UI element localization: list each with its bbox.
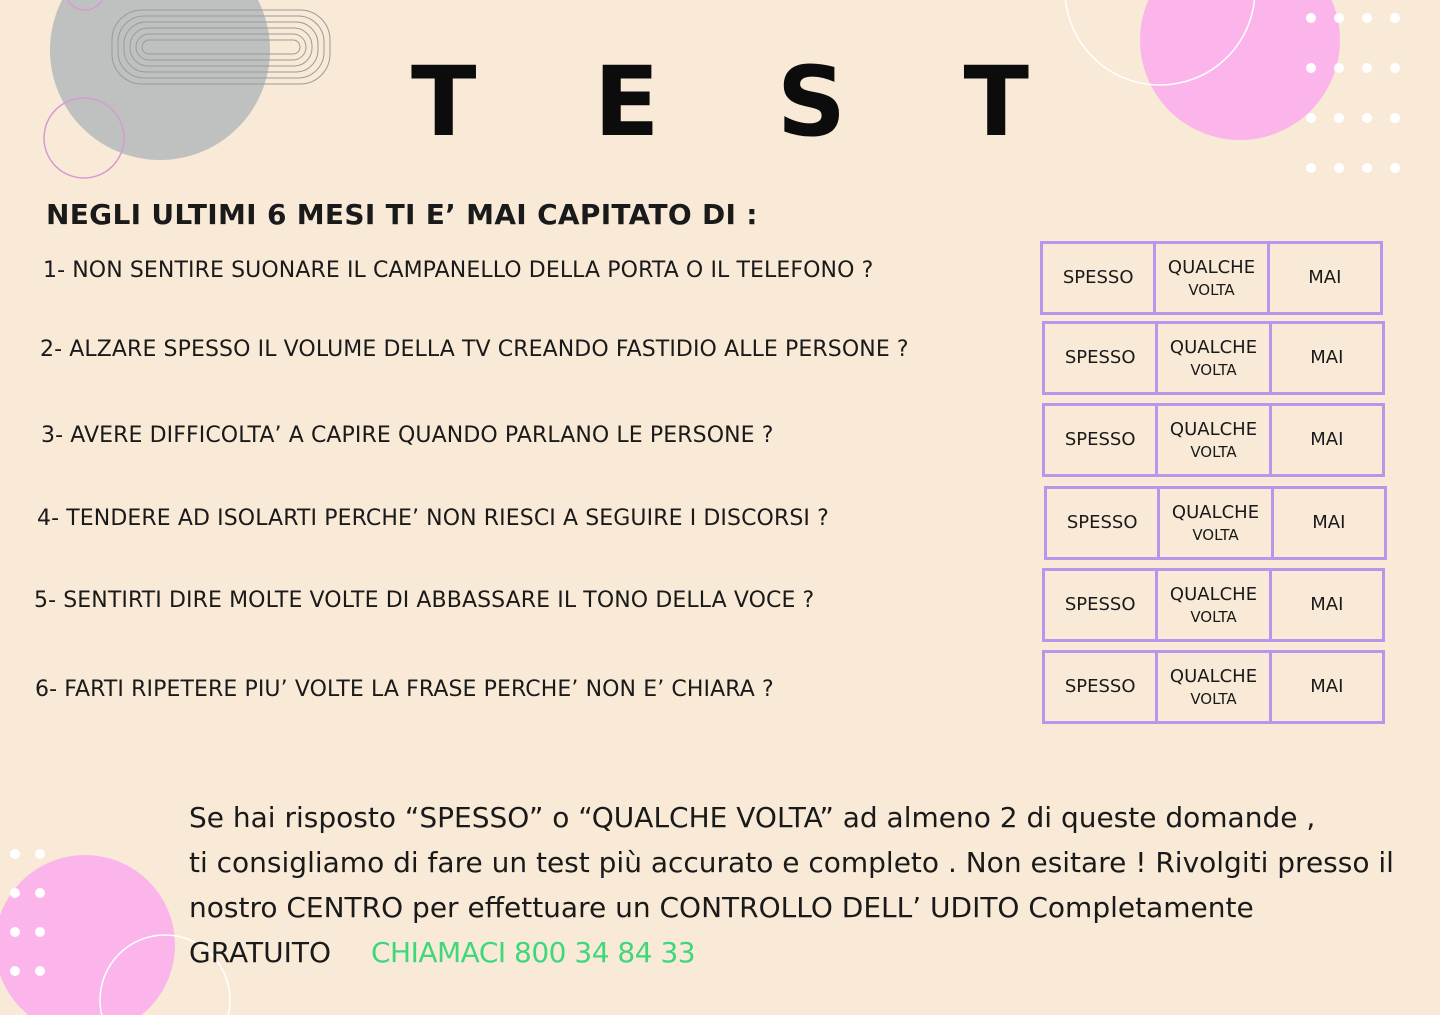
decorative-dot	[1362, 13, 1372, 23]
answer-row-1	[1040, 241, 1383, 315]
answer-sometimes[interactable]: QUALCHE VOLTA	[1157, 489, 1270, 557]
footer-line-3: nostro CENTRO per effettuare un CONTROLLO DELL’ UDITO Completamente	[189, 891, 1254, 924]
decorative-dot	[1306, 163, 1316, 173]
decorative-dot	[35, 849, 45, 859]
answer-never[interactable]: MAI	[1269, 406, 1382, 474]
answer-never[interactable]: MAI	[1269, 571, 1382, 639]
answer-row-4	[1044, 486, 1387, 560]
answer-never[interactable]: MAI	[1271, 489, 1384, 557]
decorative-dot	[35, 966, 45, 976]
decorative-dot	[10, 966, 20, 976]
answer-often[interactable]: SPESSO	[1066, 512, 1138, 533]
answer-sometimes[interactable]: QUALCHE VOLTA	[1155, 406, 1268, 474]
footer-line-1: Se hai risposto “SPESSO” o “QUALCHE VOLTA” ad almeno 2 di queste domande ,	[189, 801, 1316, 834]
answer-row-5	[1042, 568, 1385, 642]
decorative-dot	[10, 927, 20, 937]
decorative-dot	[10, 888, 20, 898]
answer-row-2	[1042, 321, 1385, 395]
decorative-dot	[35, 888, 45, 898]
page-title: T E S T	[411, 46, 1071, 158]
question-3: 3- AVERE DIFFICOLTA’ A CAPIRE QUANDO PARLANO LE PERSONE ?	[41, 423, 774, 448]
decorative-dot	[1306, 13, 1316, 23]
question-2: 2- ALZARE SPESSO IL VOLUME DELLA TV CREANDO FASTIDIO ALLE PERSONE ?	[40, 337, 909, 362]
answer-often[interactable]: SPESSO	[1062, 267, 1134, 288]
answer-sometimes[interactable]: QUALCHE VOLTA	[1153, 244, 1266, 312]
question-5: 5- SENTIRTI DIRE MOLTE VOLTE DI ABBASSARE IL TONO DELLA VOCE ?	[34, 588, 815, 613]
decorative-dot	[10, 849, 20, 859]
question-4: 4- TENDERE AD ISOLARTI PERCHE’ NON RIESCI A SEGUIRE I DISCORSI ?	[37, 506, 829, 531]
answer-sometimes[interactable]: QUALCHE VOLTA	[1155, 571, 1268, 639]
answer-often[interactable]: SPESSO	[1064, 429, 1136, 450]
answer-never[interactable]: MAI	[1267, 244, 1380, 312]
decorative-dot	[35, 927, 45, 937]
decorative-dot	[1362, 163, 1372, 173]
decorative-dot	[1390, 163, 1400, 173]
pink-circle-bottom	[0, 855, 175, 1015]
intro-heading: NEGLI ULTIMI 6 MESI TI E’ MAI CAPITATO DI :	[46, 198, 758, 231]
answer-row-3	[1042, 403, 1385, 477]
question-6: 6- FARTI RIPETERE PIU’ VOLTE LA FRASE PERCHE’ NON E’ CHIARA ?	[35, 677, 774, 702]
answer-never[interactable]: MAI	[1269, 653, 1382, 721]
answer-often[interactable]: SPESSO	[1064, 594, 1136, 615]
footer-line-2: ti consigliamo di fare un test più accurato e completo . Non esitare ! Rivolgiti presso il	[189, 846, 1394, 879]
question-1: 1- NON SENTIRE SUONARE IL CAMPANELLO DELLA PORTA O IL TELEFONO ?	[43, 258, 874, 283]
decorative-dot	[1334, 13, 1344, 23]
footer-message	[189, 795, 1429, 975]
answer-sometimes[interactable]: QUALCHE VOLTA	[1155, 653, 1268, 721]
answer-often[interactable]: SPESSO	[1064, 347, 1136, 368]
phone-call-to-action[interactable]: CHIAMACI 800 34 84 33	[371, 936, 696, 969]
answer-never[interactable]: MAI	[1269, 324, 1382, 392]
footer-gratuito: GRATUITO	[189, 936, 331, 969]
decorative-dot	[1390, 13, 1400, 23]
answer-often[interactable]: SPESSO	[1064, 676, 1136, 697]
answer-row-6	[1042, 650, 1385, 724]
footer-line-4	[189, 930, 1429, 975]
decorative-dot	[1334, 163, 1344, 173]
answer-sometimes[interactable]: QUALCHE VOLTA	[1155, 324, 1268, 392]
